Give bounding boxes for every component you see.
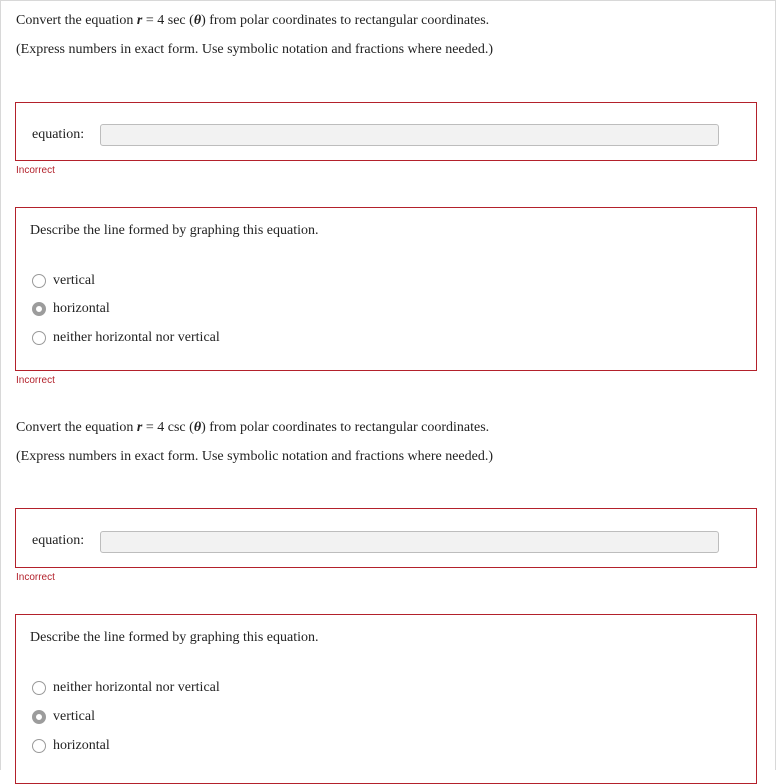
describe2-option-horizontal[interactable] [32, 737, 110, 755]
problem2-answer-box [15, 508, 757, 568]
problem1-equation-label: equation: [32, 127, 85, 142]
radio-unselected[interactable] [32, 739, 46, 753]
radio-selected[interactable] [32, 302, 46, 316]
problem1-prompt: Convert the equation r = 4 sec (θ) from polar coordinates to rectangular coordinates. [16, 13, 490, 28]
describe2-question: Describe the line formed by graphing this equation. [30, 630, 319, 645]
radio-unselected[interactable] [32, 331, 46, 345]
option-label: vertical [53, 709, 95, 724]
describe2-option-vertical[interactable] [32, 708, 95, 726]
problem2-equation-label: equation: [32, 533, 85, 548]
describe1-question: Describe the line formed by graphing this equation. [30, 223, 319, 238]
describe1-option-vertical[interactable] [32, 272, 95, 290]
radio-unselected[interactable] [32, 274, 46, 288]
problem1-equation-input[interactable] [100, 124, 719, 146]
option-label: neither horizontal nor vertical [53, 680, 220, 695]
option-label: horizontal [53, 738, 110, 753]
problem1-instructions: (Express numbers in exact form. Use symbolic notation and fractions where needed.) [16, 42, 494, 57]
problem2-equation-input[interactable] [100, 531, 719, 553]
problem2-instructions: (Express numbers in exact form. Use symbolic notation and fractions where needed.) [16, 449, 494, 464]
describe1-status: Incorrect [16, 375, 55, 386]
describe2-box [15, 614, 757, 784]
option-label: horizontal [53, 301, 110, 316]
problem2-prompt: Convert the equation r = 4 csc (θ) from polar coordinates to rectangular coordinates. [16, 420, 490, 435]
option-label: vertical [53, 273, 95, 288]
radio-selected[interactable] [32, 710, 46, 724]
radio-unselected[interactable] [32, 681, 46, 695]
problem1-status: Incorrect [16, 165, 55, 176]
problem2-status: Incorrect [16, 572, 55, 583]
describe1-option-neither[interactable] [32, 329, 220, 347]
describe1-box [15, 207, 757, 371]
problem1-answer-box [15, 102, 757, 161]
option-label: neither horizontal nor vertical [53, 330, 220, 345]
describe1-option-horizontal[interactable] [32, 300, 110, 318]
describe2-option-neither[interactable] [32, 679, 220, 697]
